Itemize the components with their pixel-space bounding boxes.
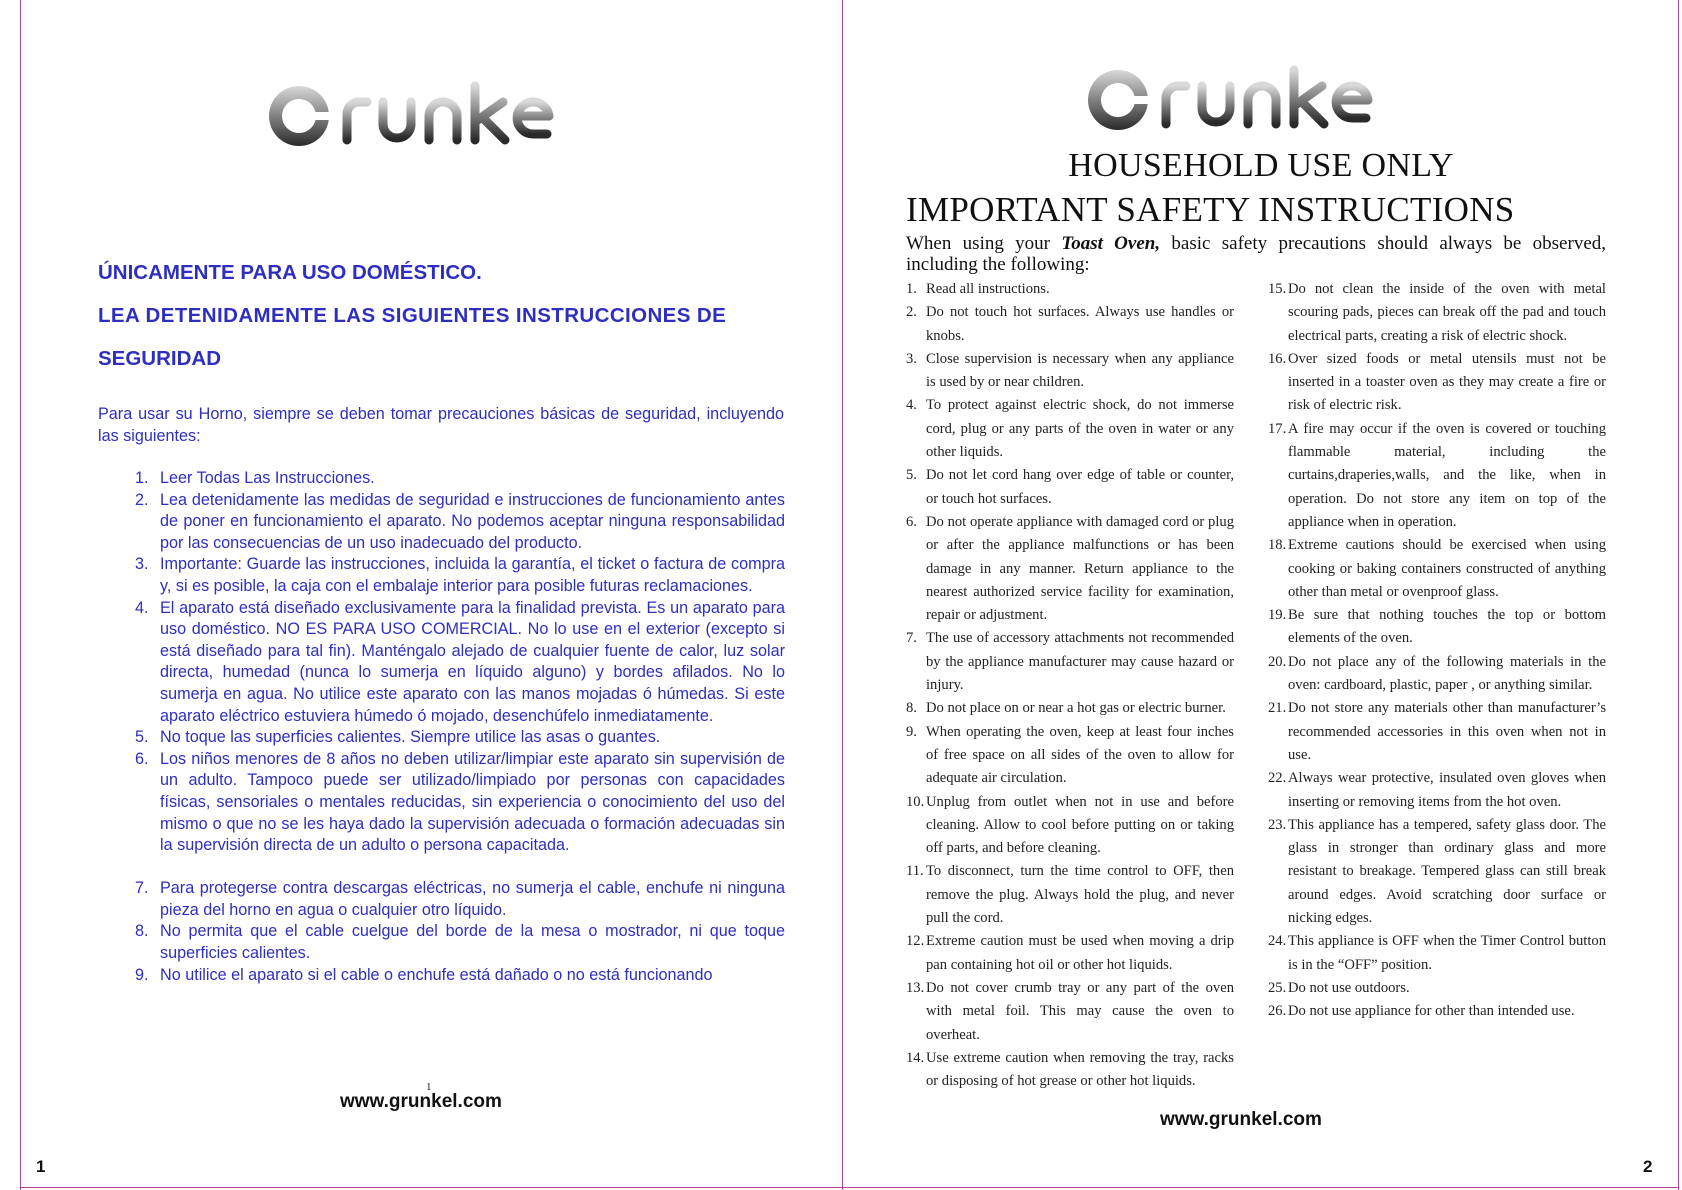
- item-number: 12.: [906, 933, 925, 950]
- intro-product-name: Toast Oven,: [1061, 233, 1161, 254]
- tiny-page-number: 1: [426, 1081, 432, 1093]
- item-text: Do not place on or near a hot gas or electric burner.: [926, 700, 1226, 717]
- item-text: Extreme cautions should be exercised when using cooking or baking containers constructed of anything other than metal or ovenproof glass.: [1288, 537, 1606, 600]
- item-text: To disconnect, turn the time control to OFF, then remove the plug. Always hold the plug, and never pull the cord.: [926, 863, 1234, 927]
- list-item: [1268, 278, 1606, 348]
- list-item: [135, 468, 785, 490]
- item-text: Lea detenidamente las medidas de seguridad e instrucciones de funcionamiento antes de poner en funcionamiento el aparato. No podemos aceptar ninguna responsabilidad por las consecuencias de un uso inadecuado del producto.: [160, 490, 785, 552]
- item-text: To protect against electric shock, do not immerse cord, plug or any parts of the oven in water or any other liquids.: [926, 397, 1234, 461]
- item-number: 13.: [906, 979, 925, 996]
- item-number: 25.: [1268, 979, 1287, 996]
- list-item: [1268, 977, 1606, 1000]
- item-text: No toque las superficies calientes. Siempre utilice las asas o guantes.: [160, 728, 661, 747]
- item-number: 5.: [135, 728, 149, 747]
- item-number: 2.: [135, 490, 149, 509]
- item-text: Leer Todas Las Instrucciones.: [160, 469, 375, 487]
- list-item: [1268, 697, 1606, 767]
- item-text: When operating the oven, keep at least four inches of free space on all sides of the oven to allow for adequate air circulation.: [926, 723, 1234, 787]
- list-item: [135, 878, 785, 921]
- item-number: 1.: [135, 469, 149, 487]
- grunkel-logo: [1084, 62, 1424, 138]
- item-text: Do not touch hot surfaces. Always use handles or knobs.: [926, 304, 1234, 344]
- item-number: 17.: [1268, 420, 1287, 437]
- item-number: 2.: [906, 304, 917, 321]
- item-text: Do not place any of the following materials in the oven: cardboard, plastic, paper , or anything similar.: [1288, 653, 1606, 694]
- item-number: 20.: [1268, 653, 1287, 670]
- page-number: 1: [36, 1157, 46, 1176]
- item-number: 7.: [906, 630, 917, 647]
- english-list-column-2: [1268, 278, 1606, 1024]
- list-item: [906, 1047, 1234, 1094]
- item-text: Do not store any materials other than manufacturer’s recommended accessories in this oven when not in use.: [1288, 700, 1606, 763]
- spanish-heading-household: ÚNICAMENTE PARA USO DOMÉSTICO.: [98, 261, 482, 284]
- list-item: [1268, 418, 1606, 534]
- english-intro: [906, 233, 1606, 275]
- list-item: [1268, 534, 1606, 604]
- item-text: Over sized foods or metal utensils must not be inserted in a toaster oven as they may create a fire or risk of electric risk.: [1288, 350, 1606, 414]
- item-number: 8.: [135, 922, 149, 941]
- item-number: 19.: [1268, 607, 1287, 624]
- list-item: [135, 921, 785, 964]
- item-number: 9.: [906, 723, 917, 740]
- item-text: Importante: Guarde las instrucciones, incluida la garantía, el ticket o factura de compra y, si es posible, la caja con el embalaje interior para posible futuras reclamaciones.: [160, 555, 785, 595]
- item-text: Los niños menores de 8 años no deben utilizar/limpiar este aparato sin supervisión de un adulto. Tampoco puede ser utilizado/limpiado por personas con capacidades físicas, sensoriales o mentales reducidas, sin experiencia o conocimiento del uso del mismo o que no se les haya dado la supervisión adecuada o formación adecuadas sin la supervisión directa de un adulto o persona capacitada.: [160, 749, 785, 855]
- item-text: Para protegerse contra descargas eléctricas, no sumerja el cable, enchufe ni ninguna pieza del horno en agua o cualquier otro líquido.: [160, 879, 785, 919]
- list-item: [906, 511, 1234, 627]
- list-item: [135, 727, 785, 749]
- list-item: [1268, 604, 1606, 651]
- list-item: [1268, 1000, 1606, 1023]
- item-text: No utilice el aparato si el cable o enchufe está dañado o no está funcionando: [160, 965, 713, 984]
- intro-end: basic safety precautions should always be observed, including the following:: [906, 233, 1606, 275]
- item-text: Do not clean the inside of the oven with metal scouring pads, pieces can break off the pad and touch electrical parts, creating a risk of electric shock.: [1288, 281, 1606, 344]
- list-item: [906, 278, 1234, 301]
- intro-start: When using your: [906, 233, 1062, 254]
- item-text: Extreme caution must be used when moving a drip pan containing hot oil or other hot liquids.: [926, 933, 1234, 973]
- item-text: Do not operate appliance with damaged cord or plug or after the appliance malfunctions or has been damage in any manner. Return appliance to the nearest authorized service facility for examination, repair or adjustment.: [926, 513, 1234, 624]
- website-link[interactable]: www.grunkel.com: [1160, 1109, 1322, 1130]
- item-number: 22.: [1268, 770, 1287, 787]
- item-text: El aparato está diseñado exclusivamente para la finalidad prevista. Es un aparato para uso doméstico. NO ES PARA USO COMERCIAL. No lo use en el exterior (excepto si está diseñado para tal fin). Manténgalo alejado de cualquier fuente de calor, luz solar directa, humedad (nunca lo sumerja en líquido alguno) y bordes afilados. No lo sumerja en agua. No utilice este aparato con las manos mojadas ó húmedas. Si este aparato eléctrico estuviera húmedo ó mojado, desenchúfelo inmediatamente.: [160, 598, 785, 725]
- list-item: [135, 965, 785, 987]
- list-item: [906, 721, 1234, 791]
- item-text: Do not use outdoors.: [1288, 979, 1410, 996]
- item-text: Use extreme caution when removing the tray, racks or disposing of hot grease or other hot liquids.: [926, 1049, 1234, 1090]
- item-number: 15.: [1268, 281, 1287, 297]
- item-number: 11.: [906, 863, 924, 880]
- item-number: 4.: [906, 397, 917, 414]
- list-item: [1268, 767, 1606, 814]
- list-item: [135, 749, 785, 857]
- item-text: Be sure that nothing touches the top or bottom elements of the oven.: [1288, 607, 1606, 647]
- list-item: [135, 490, 785, 555]
- right-page: [844, 0, 1678, 1190]
- item-text: This appliance is OFF when the Timer Control button is in the “OFF” position.: [1288, 933, 1606, 973]
- spanish-intro: Para usar su Horno, siempre se deben tomar precauciones básicas de seguridad, incluyendo las siguientes:: [98, 405, 784, 445]
- right-page-border: [1678, 0, 1679, 1190]
- list-item: [906, 791, 1234, 861]
- safety-instructions-heading: IMPORTANT SAFETY INSTRUCTIONS: [906, 190, 1515, 229]
- item-number: 3.: [135, 555, 149, 574]
- english-list-column-1: [906, 278, 1234, 1093]
- list-item: [135, 598, 785, 728]
- page-number: 2: [1643, 1157, 1653, 1176]
- item-number: 23.: [1268, 816, 1287, 833]
- item-text: Do not cover crumb tray or any part of the oven with metal foil. This may cause the oven to overheat.: [926, 979, 1234, 1043]
- spanish-heading-instructions: LEA DETENIDAMENTE LAS SIGUIENTES INSTRUCCIONES DE: [98, 304, 727, 327]
- list-item: [135, 554, 785, 597]
- item-number: 3.: [906, 350, 917, 367]
- list-item: [906, 697, 1234, 720]
- list-item: [906, 627, 1234, 697]
- item-text: Do not let cord hang over edge of table or counter, or touch hot surfaces.: [926, 467, 1234, 507]
- item-number: 10.: [906, 793, 925, 810]
- item-number: 21.: [1268, 700, 1287, 717]
- item-text: Do not use appliance for other than intended use.: [1288, 1003, 1575, 1020]
- spanish-instruction-list: [135, 468, 785, 986]
- item-text: A fire may occur if the oven is covered or touching flammable material, including the curtains,draperies,walls, and the like, when in operation. Do not store any item on top of the appliance when in operation.: [1288, 420, 1606, 530]
- list-item: [906, 394, 1234, 464]
- grunkel-logo: [265, 78, 605, 154]
- list-item: [1268, 814, 1606, 930]
- list-item: [906, 464, 1234, 511]
- item-number: 9.: [135, 965, 149, 984]
- spanish-heading-security: SEGURIDAD: [98, 347, 222, 370]
- item-number: 1.: [906, 281, 917, 297]
- grunkel-logo-mark: [265, 78, 605, 154]
- item-number: 6.: [135, 749, 149, 768]
- list-item: [906, 977, 1234, 1047]
- grunkel-logo-mark: [1084, 62, 1424, 138]
- center-fold-line: [842, 0, 843, 1190]
- item-number: 18.: [1268, 537, 1287, 554]
- item-number: 7.: [135, 879, 149, 898]
- list-item: [906, 348, 1234, 395]
- item-number: 5.: [906, 467, 917, 484]
- list-item: [1268, 348, 1606, 418]
- item-text: Close supervision is necessary when any appliance is used by or near children.: [926, 350, 1234, 391]
- item-text: This appliance has a tempered, safety glass door. The glass in stronger than ordinary glass and more resistant to breakage. Tempered glass can still break around edges. Avoid scratching door surface or nicking edges.: [1288, 816, 1606, 927]
- list-item: [1268, 651, 1606, 698]
- item-text: Read all instructions.: [926, 281, 1050, 297]
- list-item: [906, 860, 1234, 930]
- item-text: No permita que el cable cuelgue del borde de la mesa o mostrador, ni que toque superficies calientes.: [160, 922, 785, 963]
- list-item: [1268, 930, 1606, 977]
- item-number: 4.: [135, 598, 149, 617]
- item-number: 24.: [1268, 933, 1287, 950]
- list-item: [906, 930, 1234, 977]
- item-number: 8.: [906, 700, 917, 717]
- item-text: Always wear protective, insulated oven gloves when inserting or removing items from the hot oven.: [1288, 770, 1606, 810]
- item-number: 6.: [906, 513, 917, 530]
- item-text: The use of accessory attachments not recommended by the appliance manufacturer may cause hazard or injury.: [926, 630, 1234, 694]
- item-number: 14.: [906, 1049, 925, 1066]
- item-number: 26.: [1268, 1003, 1287, 1020]
- item-text: Unplug from outlet when not in use and before cleaning. Allow to cool before putting on or taking off parts, and before cleaning.: [926, 793, 1234, 857]
- household-use-heading: HOUSEHOLD USE ONLY: [1068, 147, 1454, 184]
- website-link[interactable]: www.grunkel.com: [340, 1091, 502, 1112]
- left-page: [20, 0, 842, 1190]
- item-number: 16.: [1268, 350, 1287, 367]
- list-item: [906, 301, 1234, 348]
